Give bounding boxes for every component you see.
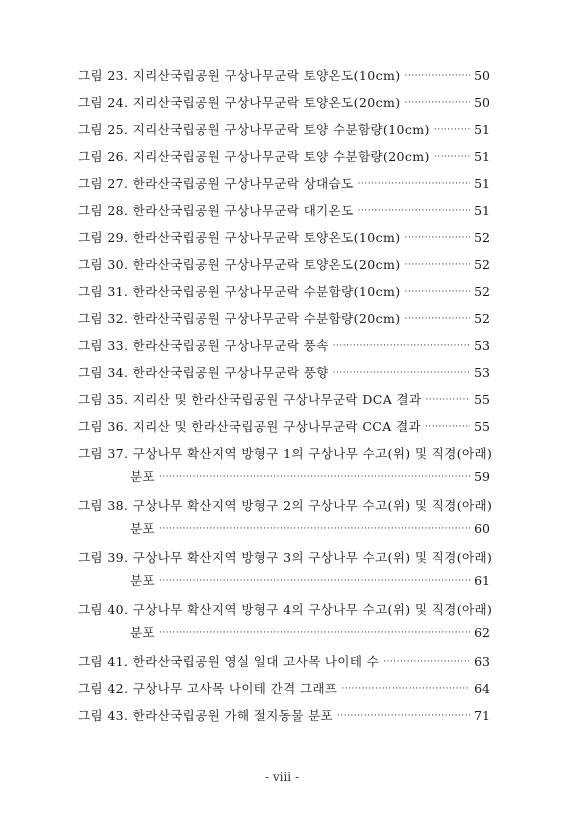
dot-leader [341, 681, 470, 697]
toc-entry[interactable] [78, 338, 490, 365]
toc-entry-label-continued: 분포 [130, 573, 155, 588]
toc-entry-label: 그림 37. 구상나무 확산지역 방형구 1의 구상나무 수고(위) 및 직경(아래) [78, 446, 493, 461]
toc-entry-page: 62 [474, 625, 490, 640]
dot-leader [405, 284, 471, 300]
toc-entry-label: 그림 42. 구상나무 고사목 나이테 간격 그래프 [78, 681, 338, 696]
toc-entry-label: 그림 30. 한라산국립공원 구상나무군락 토양온도(20cm) [78, 257, 401, 272]
dot-leader [383, 654, 470, 670]
toc-entry[interactable] [78, 498, 493, 550]
dot-leader [159, 469, 470, 485]
toc-entry-label: 그림 32. 한라산국립공원 구상나무군락 수분함량(20cm) [78, 311, 401, 326]
toc-entry-label-continued: 분포 [130, 469, 155, 484]
toc-entry-label: 그림 41. 한라산국립공원 영실 일대 고사목 나이테 수 [78, 654, 380, 669]
toc-entry-label: 그림 40. 구상나무 확산지역 방형구 4의 구상나무 수고(위) 및 직경(아래) [78, 602, 493, 617]
dot-leader [159, 521, 470, 537]
toc-entry[interactable] [78, 654, 490, 681]
toc-entry-page: 50 [474, 95, 490, 110]
toc-entry-label: 그림 27. 한라산국립공원 구상나무군락 상대습도 [78, 176, 354, 191]
toc-entry-label-continued: 분포 [130, 625, 155, 640]
toc-entry[interactable] [78, 284, 490, 311]
toc-entry-label: 그림 36. 지리산 및 한라산국립공원 구상나무군락 CCA 결과 [78, 419, 422, 434]
toc-entry[interactable] [78, 446, 493, 498]
toc-entry[interactable] [78, 68, 490, 95]
dot-leader [358, 203, 470, 219]
toc-entry[interactable] [78, 149, 490, 176]
toc-entry-page: 53 [474, 338, 490, 353]
dot-leader [159, 625, 470, 641]
toc-entry-label: 그림 35. 지리산 및 한라산국립공원 구상나무군락 DCA 결과 [78, 392, 422, 407]
dot-leader [159, 573, 470, 589]
toc-entry[interactable] [78, 365, 490, 392]
page-number-footer: - viii - [264, 770, 300, 784]
dot-leader [434, 122, 470, 138]
toc-entry-page: 64 [474, 681, 490, 696]
dot-leader [425, 392, 470, 408]
toc-entry-page: 51 [474, 122, 490, 137]
toc-entry-page: 63 [474, 654, 490, 669]
toc-entry-label: 그림 43. 한라산국립공원 가해 절지동물 분포 [78, 708, 334, 723]
toc-entry-page: 59 [474, 469, 490, 484]
toc-entry-page: 50 [474, 68, 490, 83]
toc-entry-page: 52 [474, 311, 490, 326]
dot-leader [405, 230, 471, 246]
toc-entry-page: 52 [474, 230, 490, 245]
toc-entry[interactable] [78, 122, 490, 149]
toc-entry-page: 52 [474, 257, 490, 272]
toc-entry-label: 그림 25. 지리산국립공원 구상나무군락 토양 수분함량(10cm) [78, 122, 430, 137]
toc-entry-label: 그림 24. 지리산국립공원 구상나무군락 토양온도(20cm) [78, 95, 401, 110]
toc-entry-page: 71 [474, 708, 490, 723]
toc-entry[interactable] [78, 550, 493, 602]
toc-entry-page: 51 [474, 203, 490, 218]
dot-leader [405, 68, 471, 84]
toc-entry[interactable] [78, 230, 490, 257]
toc-entry-label: 그림 23. 지리산국립공원 구상나무군락 토양온도(10cm) [78, 68, 401, 83]
toc-entry[interactable] [78, 392, 490, 419]
toc-entry[interactable] [78, 203, 490, 230]
toc-entry-page: 60 [474, 521, 490, 536]
toc-entry-label-continued: 분포 [130, 521, 155, 536]
dot-leader [405, 95, 471, 111]
toc-entry-label: 그림 39. 구상나무 확산지역 방형구 3의 구상나무 수고(위) 및 직경(아래) [78, 550, 493, 565]
toc-entry-label: 그림 34. 한라산국립공원 구상나무군락 풍향 [78, 365, 329, 380]
toc-entry[interactable] [78, 602, 493, 654]
dot-leader [358, 176, 470, 192]
toc-entry[interactable] [78, 95, 490, 122]
figure-list [78, 68, 493, 735]
toc-entry-page: 55 [474, 392, 490, 407]
toc-entry-label: 그림 29. 한라산국립공원 구상나무군락 토양온도(10cm) [78, 230, 401, 245]
dot-leader [333, 365, 470, 381]
toc-entry-label: 그림 28. 한라산국립공원 구상나무군락 대기온도 [78, 203, 354, 218]
toc-entry-label: 그림 26. 지리산국립공원 구상나무군락 토양 수분함량(20cm) [78, 149, 430, 164]
toc-entry-page: 53 [474, 365, 490, 380]
dot-leader [434, 149, 470, 165]
dot-leader [337, 708, 470, 724]
toc-entry-page: 52 [474, 284, 490, 299]
toc-entry-page: 51 [474, 149, 490, 164]
toc-entry[interactable] [78, 311, 490, 338]
toc-entry[interactable] [78, 708, 490, 735]
toc-entry-page: 55 [474, 419, 490, 434]
toc-entry[interactable] [78, 257, 490, 284]
toc-entry[interactable] [78, 419, 490, 446]
dot-leader [333, 338, 470, 354]
dot-leader [405, 311, 471, 327]
toc-entry-label: 그림 38. 구상나무 확산지역 방형구 2의 구상나무 수고(위) 및 직경(아래) [78, 498, 493, 513]
dot-leader [425, 419, 470, 435]
toc-entry[interactable] [78, 681, 490, 708]
toc-entry-label: 그림 31. 한라산국립공원 구상나무군락 수분함량(10cm) [78, 284, 401, 299]
toc-entry-page: 51 [474, 176, 490, 191]
toc-entry[interactable] [78, 176, 490, 203]
toc-entry-label: 그림 33. 한라산국립공원 구상나무군락 풍속 [78, 338, 329, 353]
dot-leader [405, 257, 471, 273]
toc-entry-page: 61 [474, 573, 490, 588]
